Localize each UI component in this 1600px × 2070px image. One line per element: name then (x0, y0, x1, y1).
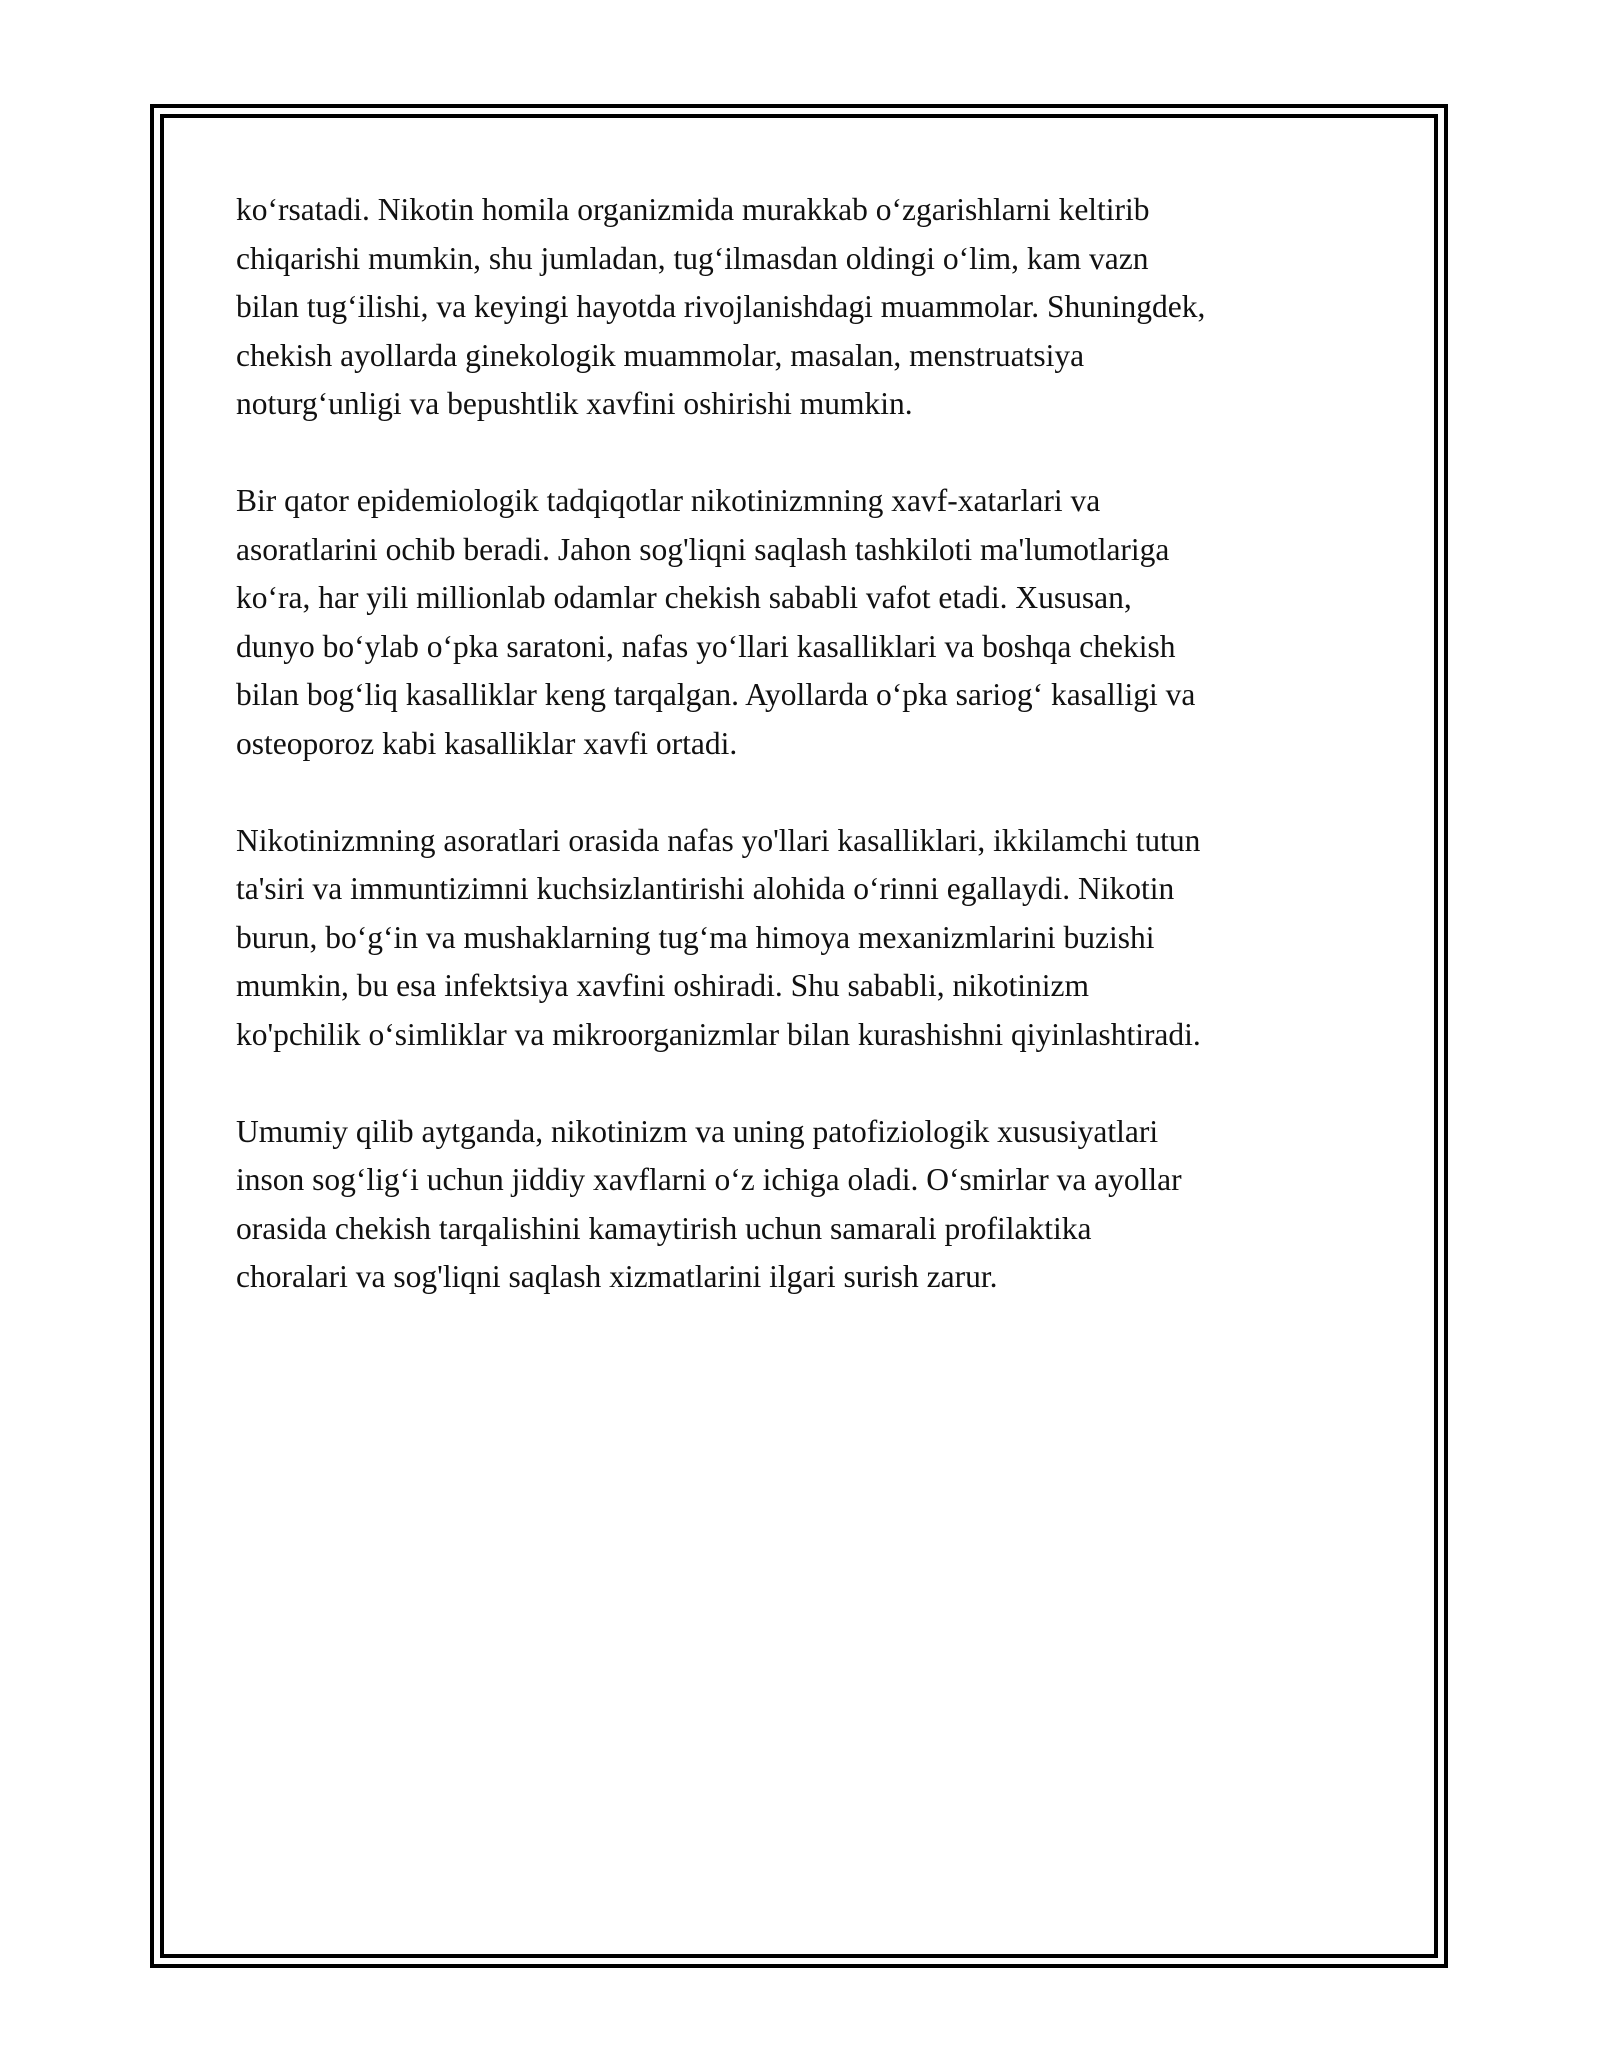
paragraph-4 (236, 1108, 1376, 1302)
text-line: ko'pchilik o‘simliklar va mikroorganizmlar bilan kurashishni qiyinlashtiradi. (236, 1016, 1201, 1052)
text-line: Umumiy qilib aytganda, nikotinizm va uning patofiziologik xususiyatlari (236, 1113, 1159, 1149)
text-line: orasida chekish tarqalishini kamaytirish uchun samarali profilaktika (236, 1210, 1092, 1246)
paragraph-1 (236, 186, 1376, 429)
text-line: bilan tug‘ilishi, va keyingi hayotda rivojlanishdagi muammolar. Shuningdek, (236, 289, 1206, 324)
text-line: inson sog‘lig‘i uchun jiddiy xavflarni o‘z ichiga oladi. O‘smirlar va ayollar (236, 1162, 1182, 1197)
text-line: chiqarishi mumkin, shu jumladan, tug‘ilmasdan oldingi o‘lim, kam vazn (236, 240, 1149, 276)
text-line: choralari va sog'liqni saqlash xizmatlarini ilgari surish zarur. (236, 1259, 998, 1294)
text-line: noturg‘unligi va bepushtlik xavfini oshirishi mumkin. (236, 386, 913, 421)
text-line: burun, bo‘g‘in va mushaklarning tug‘ma himoya mexanizmlarini buzishi (236, 919, 1155, 955)
text-line: bilan bog‘liq kasalliklar keng tarqalgan. Ayollarda o‘pka sariog‘ kasalligi va (236, 677, 1196, 712)
text-line: chekish ayollarda ginekologik muammolar, masalan, menstruatsiya (236, 337, 1085, 373)
paragraph-3 (236, 817, 1376, 1060)
body-text (236, 186, 1376, 1350)
paragraph-2 (236, 477, 1376, 768)
text-line: ta'siri va immuntizimni kuchsizlantirishi alohida o‘rinni egallaydi. Nikotin (236, 871, 1175, 906)
text-line: asoratlarini ochib beradi. Jahon sog'liqni saqlash tashkiloti ma'lumotlariga (236, 531, 1170, 567)
text-line: ko‘ra, har yili millionlab odamlar chekish sababli vafot etadi. Xususan, (236, 580, 1132, 615)
text-line: mumkin, bu esa infektsiya xavfini oshiradi. Shu sababli, nikotinizm (236, 968, 1090, 1003)
text-line: Bir qator epidemiologik tadqiqotlar nikotinizmning xavf-xatarlari va (236, 483, 1101, 518)
text-line: dunyo bo‘ylab o‘pka saratoni, nafas yo‘llari kasalliklari va boshqa chekish (236, 628, 1176, 664)
text-line: Nikotinizmning asoratlari orasida nafas yo'llari kasalliklari, ikkilamchi tutun (236, 822, 1201, 858)
text-line: osteoporoz kabi kasalliklar xavfi ortadi. (236, 725, 738, 761)
text-line: ko‘rsatadi. Nikotin homila organizmida murakkab o‘zgarishlarni keltirib (236, 192, 1150, 227)
